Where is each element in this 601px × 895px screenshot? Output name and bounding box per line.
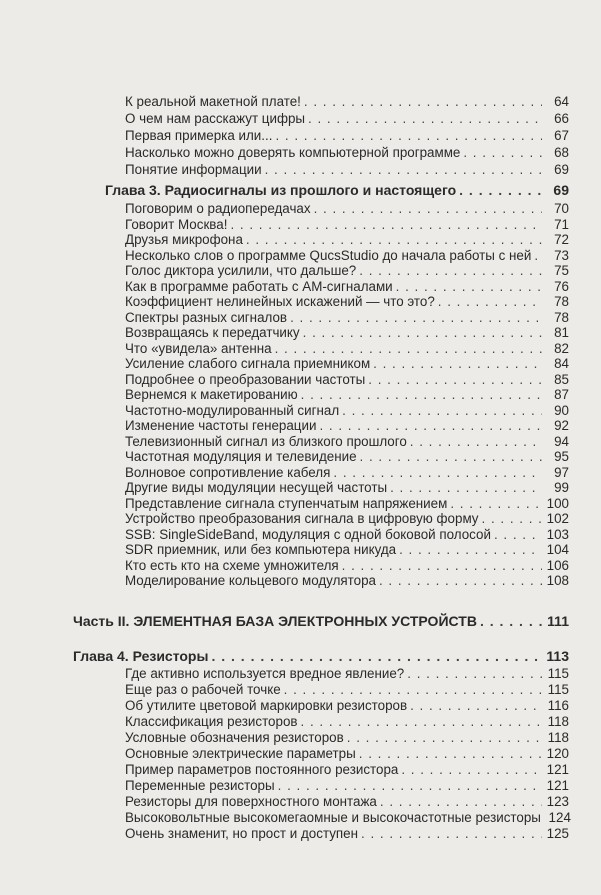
toc-entry-title: Телевизионный сигнал из близкого прошлого xyxy=(125,433,407,449)
leader-dots xyxy=(407,666,542,682)
toc-entry-title: Поговорим о радиопередачах xyxy=(125,201,311,216)
toc-entry[interactable] xyxy=(125,714,569,731)
toc-entry-page: 81 xyxy=(554,325,569,340)
leader-dots xyxy=(278,778,542,794)
toc-entry-title: Другие виды модуляции несущей частоты xyxy=(125,480,388,495)
toc-entry-page: 85 xyxy=(554,371,569,387)
toc-entry[interactable] xyxy=(125,778,569,795)
toc-entry[interactable] xyxy=(125,449,569,466)
leader-dots xyxy=(380,794,542,810)
toc-entry-page: 78 xyxy=(554,309,569,325)
toc-entry-title: Еще раз о рабочей точке xyxy=(125,682,281,697)
leader-dots xyxy=(410,434,542,450)
leader-dots xyxy=(275,128,542,144)
toc-entry-page: 118 xyxy=(547,730,569,745)
leader-dots xyxy=(480,613,542,629)
toc-entry-page: 103 xyxy=(546,526,569,542)
leader-dots xyxy=(368,372,542,388)
toc-entry[interactable] xyxy=(125,325,569,342)
toc-entry-title: SSB: SingleSideBand, модуляция с одной боковой полосой xyxy=(125,526,491,542)
toc-entry-title: Усиление слабого сигнала приемником xyxy=(125,356,371,371)
chapter-title: Глава 4. Резисторы xyxy=(73,648,209,664)
leader-dots xyxy=(342,403,542,419)
toc-entry-page: 78 xyxy=(554,294,569,309)
leader-dots xyxy=(379,573,542,589)
toc-entry[interactable] xyxy=(125,128,569,145)
part-title: Часть II. ЭЛЕМЕНТНАЯ БАЗА ЭЛЕКТРОННЫХ УСТРОЙСТВ xyxy=(73,613,477,629)
leader-dots xyxy=(347,730,542,746)
leader-dots xyxy=(359,263,542,279)
toc-entry-page: 75 xyxy=(554,263,569,278)
part-page: 111 xyxy=(547,613,569,629)
toc-entry[interactable] xyxy=(125,387,569,404)
toc-entry[interactable] xyxy=(125,279,569,296)
toc-entry-page: 68 xyxy=(554,145,569,160)
toc-entry-title: О чем нам расскажут цифры xyxy=(125,111,306,126)
toc-entry-title: Об утилите цветовой маркировки резисторов xyxy=(125,698,408,713)
leader-dots xyxy=(494,527,542,543)
toc-entry-page: 121 xyxy=(546,762,569,777)
toc-entry[interactable] xyxy=(125,217,569,234)
toc-entry[interactable] xyxy=(125,356,569,373)
toc-entry-page: 87 xyxy=(554,387,569,402)
toc-entry-title: Очень знаменит, но прост и доступен xyxy=(125,826,359,841)
part-heading[interactable] xyxy=(73,613,569,630)
toc-entry-page: 121 xyxy=(546,778,569,793)
toc-entry-title: Друзья микрофона xyxy=(125,232,243,247)
toc-entry[interactable] xyxy=(125,542,569,559)
toc-entry[interactable] xyxy=(125,480,569,497)
toc-entry-title: Несколько слов о программе QucsStudio до начала работы с ней xyxy=(125,247,532,263)
toc-entry-title: Частотно-модулированный сигнал xyxy=(125,402,340,418)
toc-entry-page: 115 xyxy=(547,666,569,681)
leader-dots xyxy=(308,111,542,127)
leader-dots xyxy=(390,480,542,496)
toc-entry[interactable] xyxy=(125,111,569,128)
toc-entry[interactable] xyxy=(125,496,569,513)
toc-entry[interactable] xyxy=(125,682,569,699)
leader-dots xyxy=(230,217,542,233)
leader-dots xyxy=(275,341,542,357)
toc-entry[interactable] xyxy=(125,372,569,389)
toc-entry-page: 125 xyxy=(546,826,569,841)
toc-entry[interactable] xyxy=(125,746,569,763)
toc-entry-page: 69 xyxy=(554,162,569,177)
toc-entry-page: 82 xyxy=(554,340,569,356)
toc-entry-page: 106 xyxy=(546,557,569,573)
leader-dots xyxy=(265,162,542,178)
toc-entry-title: Высоковольтные высокомегаомные и высокочастотные резисторы xyxy=(125,810,541,825)
leader-dots xyxy=(459,182,542,198)
toc-entry-title: Как в программе работать с АМ-сигналами xyxy=(125,278,393,294)
toc-entry-title: Переменные резисторы xyxy=(125,778,275,793)
toc-entry[interactable] xyxy=(125,511,569,528)
leader-dots xyxy=(399,542,542,558)
toc-entry-title: Кто есть кто на схеме умножителя xyxy=(125,557,339,573)
leader-dots xyxy=(304,94,542,110)
toc-entry-title: Пример параметров постоянного резистора xyxy=(125,762,399,777)
toc-entry-page: 71 xyxy=(554,216,569,232)
leader-dots xyxy=(319,418,542,434)
toc-entry[interactable] xyxy=(125,232,569,249)
leader-dots xyxy=(301,387,542,403)
toc-entry-title: Моделирование кольцевого модулятора xyxy=(125,573,376,588)
leader-dots xyxy=(303,325,542,341)
toc-entry[interactable] xyxy=(125,263,569,280)
leader-dots xyxy=(401,762,542,778)
toc-entry-page: 67 xyxy=(554,128,569,143)
toc-entry-title: Волновое сопротивление кабеля xyxy=(125,464,331,480)
leader-dots xyxy=(438,294,542,310)
toc-entry-title: Классификация резисторов xyxy=(125,714,298,729)
chapter-page: 69 xyxy=(553,182,569,198)
leader-dots xyxy=(482,511,543,527)
toc-entry-page: 94 xyxy=(554,433,569,449)
leader-dots xyxy=(333,465,542,481)
toc-entry-title: К реальной макетной плате! xyxy=(125,94,301,109)
toc-entry[interactable] xyxy=(125,730,569,747)
toc-entry[interactable] xyxy=(125,810,569,827)
leader-dots xyxy=(290,310,542,326)
leader-dots xyxy=(373,356,542,372)
toc-entry-page: 76 xyxy=(554,278,569,294)
toc-entry-page: 104 xyxy=(546,542,569,557)
leader-dots xyxy=(534,248,542,264)
toc-entry[interactable] xyxy=(125,794,569,811)
toc-entry[interactable] xyxy=(125,465,569,482)
toc-entry-page: 108 xyxy=(546,573,569,588)
toc-entry-page: 90 xyxy=(554,402,569,418)
toc-entry[interactable] xyxy=(125,248,569,265)
toc-entry-title: Вернемся к макетированию xyxy=(125,387,298,402)
toc-entry[interactable] xyxy=(125,434,569,451)
toc-entry[interactable] xyxy=(125,558,569,575)
toc-entry-page: 116 xyxy=(547,698,569,713)
leader-dots xyxy=(410,698,542,714)
toc-entry[interactable] xyxy=(125,294,569,311)
toc-entry-title: Что «увидела» антенна xyxy=(125,340,272,356)
toc-entry[interactable] xyxy=(125,145,569,162)
toc-entry[interactable] xyxy=(125,341,569,358)
toc-entry-page: 95 xyxy=(554,449,569,464)
toc-entry-title: Возвращаясь к передатчику xyxy=(125,325,300,340)
toc-entry-page: 84 xyxy=(554,356,569,371)
toc-entry[interactable] xyxy=(125,418,569,435)
leader-dots xyxy=(359,746,542,762)
toc-entry-page: 102 xyxy=(546,511,569,526)
toc-entry-page: 124 xyxy=(548,810,571,825)
chapter-title: Глава 3. Радиосигналы из прошлого и настоящего xyxy=(105,182,457,198)
toc-entry-page: 70 xyxy=(554,201,569,216)
toc-entry[interactable] xyxy=(125,573,569,590)
leader-dots xyxy=(361,826,542,842)
toc-entry[interactable] xyxy=(125,762,569,779)
toc-entry[interactable] xyxy=(125,162,569,179)
leader-dots xyxy=(284,682,542,698)
toc-entry-page: 100 xyxy=(546,495,569,511)
toc-entry-page: 97 xyxy=(554,464,569,480)
toc-entry-title: Говорит Москва! xyxy=(125,216,228,232)
toc-entry[interactable] xyxy=(125,94,569,111)
chapter-heading[interactable] xyxy=(73,648,569,665)
toc-entry[interactable] xyxy=(125,527,569,544)
toc-entry-title: Голос диктора усилили, что дальше? xyxy=(125,263,357,278)
chapter-heading[interactable] xyxy=(105,182,569,199)
chapter-page: 113 xyxy=(546,648,569,664)
toc-entry[interactable] xyxy=(125,698,569,715)
toc-entry[interactable] xyxy=(125,201,569,218)
leader-dots xyxy=(450,496,542,512)
toc-entry-title: Условные обозначения резисторов xyxy=(125,730,344,745)
leader-dots xyxy=(314,201,542,217)
toc-entry-page: 120 xyxy=(546,746,569,761)
toc-entry-title: Основные электрические параметры xyxy=(125,746,356,761)
toc-entry-title: Частотная модуляция и телевидение xyxy=(125,449,357,464)
toc-entry-page: 118 xyxy=(547,714,569,729)
toc-entry-page: 99 xyxy=(554,480,569,495)
toc-entry-page: 66 xyxy=(554,111,569,126)
toc-entry-page: 123 xyxy=(546,794,569,809)
toc-entry[interactable] xyxy=(125,310,569,327)
toc-entry-page: 115 xyxy=(547,682,569,697)
toc-entry-title: Подробнее о преобразовании частоты xyxy=(125,371,366,387)
toc-entry-page: 92 xyxy=(554,418,569,433)
toc-entry-title: Устройство преобразования сигнала в цифровую форму xyxy=(125,511,479,526)
toc-entry-page: 72 xyxy=(554,232,569,247)
toc-entry-title: Коэффициент нелинейных искажений — что это? xyxy=(125,294,435,309)
toc-entry-title: Первая примерка или... xyxy=(125,128,273,143)
toc-entry-title: Изменение частоты генерации xyxy=(125,418,317,433)
toc-entry-title: Резисторы для поверхностного монтажа xyxy=(125,794,377,809)
toc-entry-title: SDR приемник, или без компьютера никуда xyxy=(125,542,397,557)
leader-dots xyxy=(211,648,542,664)
toc-entry-page: 73 xyxy=(554,247,569,263)
toc-entry-title: Спектры разных сигналов xyxy=(125,309,288,325)
leader-dots xyxy=(463,145,542,161)
leader-dots xyxy=(360,449,542,465)
leader-dots xyxy=(342,558,542,574)
leader-dots xyxy=(301,714,542,730)
leader-dots xyxy=(246,232,542,248)
toc-entry-title: Понятие информации xyxy=(125,162,262,177)
leader-dots xyxy=(396,279,542,295)
toc-entry[interactable] xyxy=(125,666,569,683)
toc-entry-title: Насколько можно доверять компьютерной программе xyxy=(125,145,461,160)
toc-entry[interactable] xyxy=(125,403,569,420)
toc-entry-page: 64 xyxy=(554,94,569,109)
toc-entry-title: Представление сигнала ступенчатым напряжением xyxy=(125,495,448,511)
toc-entry-title: Где активно используется вредное явление? xyxy=(125,666,405,681)
toc-entry[interactable] xyxy=(125,826,569,843)
